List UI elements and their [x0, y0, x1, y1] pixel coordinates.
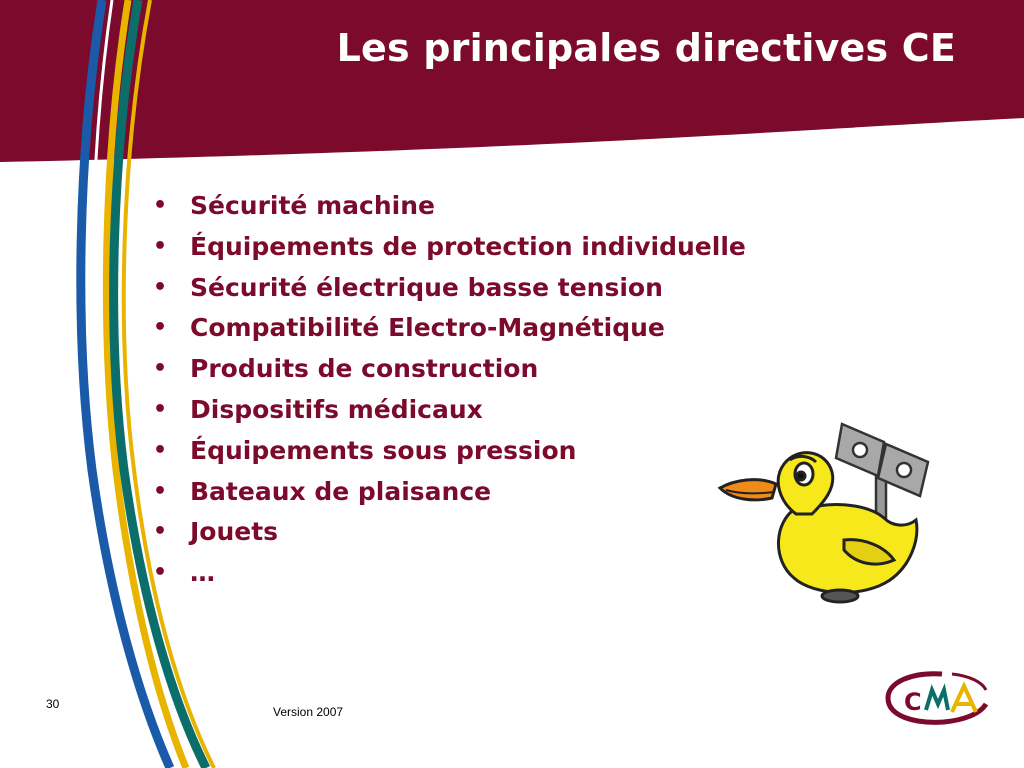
- wind-up-duck-icon: [714, 410, 940, 606]
- list-item: [150, 431, 746, 472]
- bullet-marker: •: [153, 478, 168, 504]
- duck-body: [778, 505, 916, 603]
- header-band: [0, 0, 1024, 162]
- bullet-marker: •: [153, 396, 168, 422]
- list-item: [150, 349, 746, 390]
- list-item: [150, 308, 746, 349]
- slide-title: Les principales directives CE: [336, 26, 956, 70]
- list-item-text: Bateaux de plaisance: [190, 476, 492, 506]
- bullet-marker: •: [153, 315, 168, 341]
- list-item: [150, 186, 746, 227]
- bullet-marker: •: [153, 274, 168, 300]
- list-item-text: Produits de construction: [190, 354, 539, 384]
- list-item: [150, 390, 746, 431]
- list-item-text: Équipements de protection individuelle: [190, 231, 746, 261]
- list-item: [150, 268, 746, 309]
- list-item-text: Sécurité électrique basse tension: [190, 272, 663, 302]
- bullet-marker: •: [153, 356, 168, 382]
- list-item: [150, 512, 746, 553]
- page-number: 30: [46, 697, 60, 711]
- duck-head: [720, 453, 833, 514]
- svg-text:C: C: [904, 688, 922, 716]
- list-item: [150, 472, 746, 513]
- footer-version: Version 2007: [273, 705, 344, 719]
- list-item: [150, 227, 746, 268]
- list-item-text: …: [190, 558, 215, 588]
- bullet-list: [150, 186, 746, 594]
- bullet-marker: •: [153, 233, 168, 259]
- bullet-marker: •: [153, 560, 168, 586]
- list-item-text: Jouets: [190, 517, 279, 547]
- list-item-text: Dispositifs médicaux: [190, 394, 483, 424]
- list-item-text: Équipements sous pression: [190, 435, 577, 465]
- cma-logo: [882, 668, 994, 730]
- list-item: [150, 553, 746, 594]
- bullet-marker: •: [153, 437, 168, 463]
- list-item-text: Sécurité machine: [190, 191, 435, 220]
- list-item-text: Compatibilité Electro-Magnétique: [190, 313, 665, 343]
- bullet-marker: •: [153, 519, 168, 545]
- bullet-marker: •: [153, 193, 168, 218]
